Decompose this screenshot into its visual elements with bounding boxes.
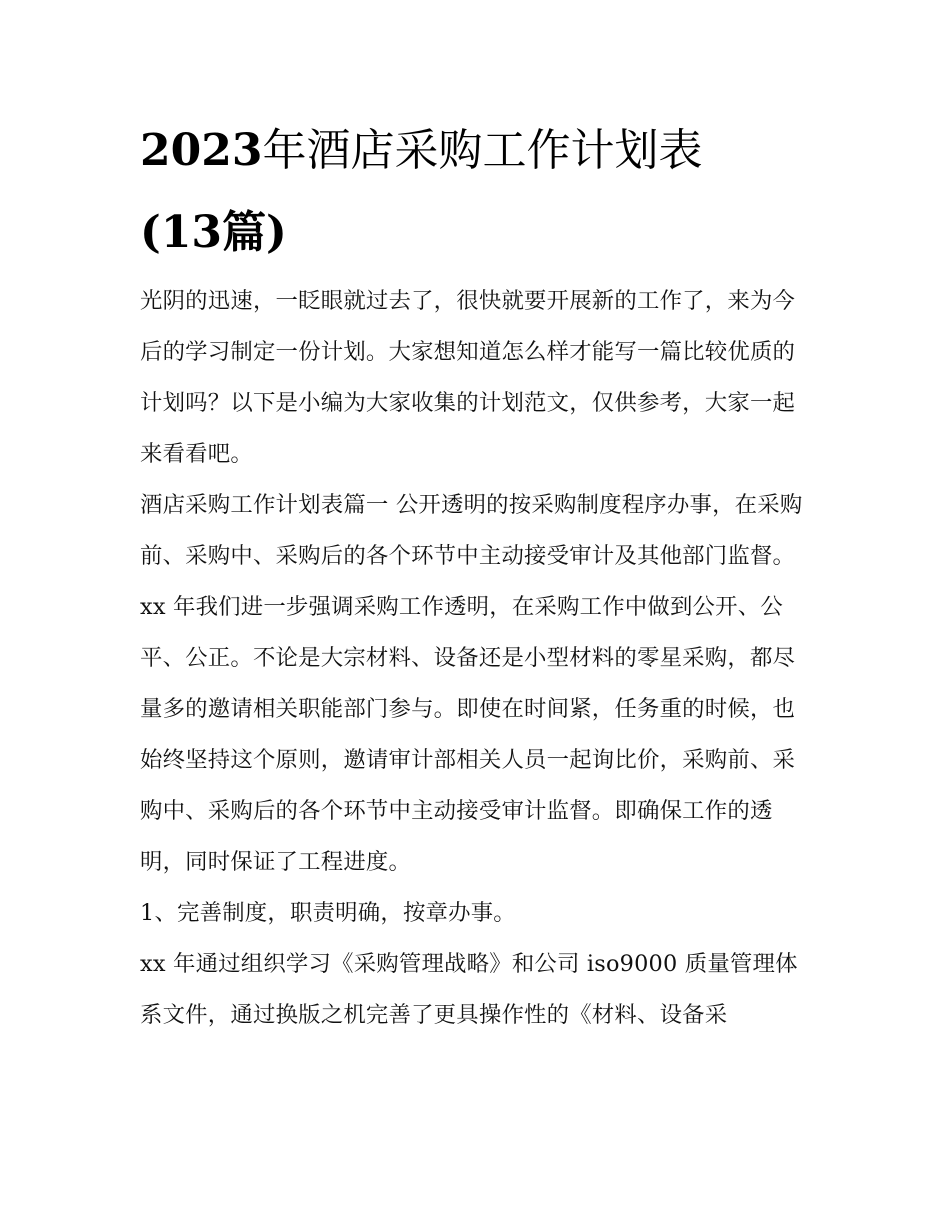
title-year: 2023 xyxy=(140,125,263,176)
system-paragraph: xx 年通过组织学习《采购管理战略》和公司 iso9000 质量管理体系文件，通过换版之机完善了更具操作性的《材料、设备采 xyxy=(140,951,798,1028)
transparency-paragraph: xx 年我们进一步强调采购工作透明，在采购工作中做到公开、公平、公正。不论是大宗材料、设备还是小型材料的零星采购，都尽量多的邀请相关职能部门参与。即使在时间紧，任务重的时候，也始终坚持这个原则，邀请审计部相关人员一起询比价，采购前、采购中、采购后的各个环节中主动接受审计监督。即确保工作的透明，同时保证了工程进度。 xyxy=(140,594,796,875)
document-title xyxy=(140,110,812,274)
section-one-paragraph: 酒店采购工作计划表篇一 公开透明的按采购制度程序办事，在采购前、采购中、采购后的各个环节中主动接受审计及其他部门监督。 xyxy=(140,492,803,569)
intro-paragraph: 光阴的迅速，一眨眼就过去了，很快就要开展新的工作了，来为今后的学习制定一份计划。大家想知道怎么样才能写一篇比较优质的计划吗？以下是小编为大家收集的计划范文，仅供参考，大家一起来看看吧。 xyxy=(140,288,796,467)
document-page xyxy=(140,110,812,1041)
point-one-heading: 1、完善制度，职责明确，按章办事。 xyxy=(140,900,516,926)
title-count-suffix: 篇) xyxy=(222,207,287,258)
title-count: (13 xyxy=(140,207,223,258)
title-text: 年酒店采购工作计划表 xyxy=(262,125,703,176)
